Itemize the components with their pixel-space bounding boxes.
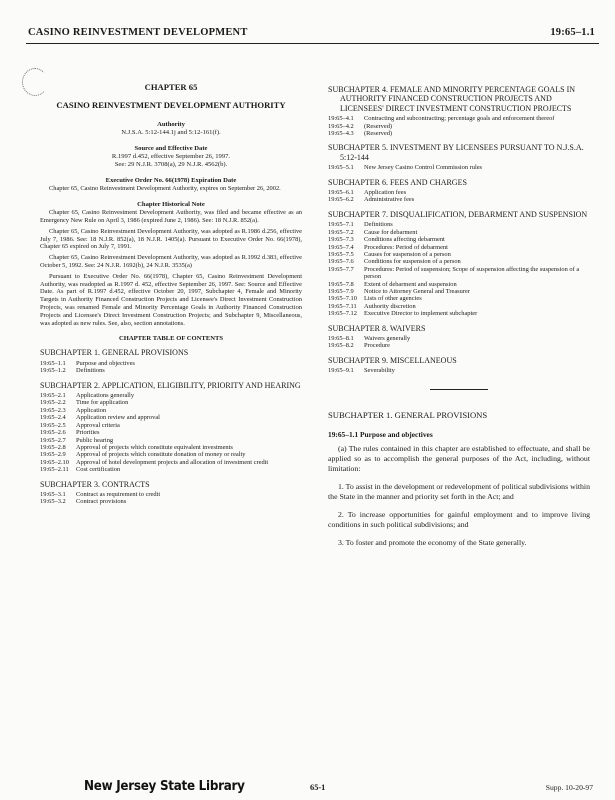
left-column <box>40 82 302 506</box>
toc-subchapter-heading: SUBCHAPTER 1. GENERAL PROVISIONS <box>40 348 189 358</box>
toc-entry <box>40 414 302 421</box>
toc-entry <box>328 288 590 295</box>
chapter-title: CASINO REINVESTMENT DEVELOPMENT AUTHORITY <box>56 100 286 110</box>
toc-section-title: Lists of other agencies <box>364 295 422 303</box>
toc-section-number: 19:65–2.5 <box>40 421 66 429</box>
toc-entry <box>328 342 590 349</box>
toc-entry <box>40 451 302 458</box>
supplement-date: Supp. 10-20-97 <box>545 783 593 792</box>
history-paragraph: Chapter 65, Casino Reinvestment Development Authority, was adopted as R.1986 d.256, effective July 7, 1986. See: 18 N.J.R. 852(a), 18 N.J.R. 1405(a). Pursuant to Executive Order No. 66(1978), Chapter 65 expired on July 7, 1991. <box>40 227 302 251</box>
toc-section-number: 19:65–2.10 <box>40 458 69 466</box>
toc-section-title: New Jersey Casino Control Commission rules <box>364 164 483 172</box>
toc-section-title: Definitions <box>364 221 393 229</box>
toc-entry <box>328 164 590 171</box>
toc-entry <box>328 123 590 130</box>
toc-section-number: 19:65–4.3 <box>328 130 354 138</box>
toc-entry <box>328 258 590 265</box>
toc-subchapter-heading: SUBCHAPTER 3. CONTRACTS <box>40 479 150 489</box>
body-paragraph: 3. To foster and promote the economy of the State generally. <box>338 537 527 547</box>
toc-section-title: Procedures: Period of suspension; Scope of suspension affecting the suspension of a person <box>364 265 580 281</box>
toc-entry <box>40 466 302 473</box>
toc-section-title: Notice to Attorney General and Treasurer <box>364 287 470 295</box>
toc-section-title: Application review and approval <box>76 414 160 422</box>
toc-section-title: Applications generally <box>76 392 135 400</box>
toc-section-title: Approval of projects which constitute donation of money or realty <box>76 451 246 459</box>
source-text-2: See: 29 N.J.R. 3708(a), 29 N.J.R. 4562(b). <box>114 160 228 168</box>
toc-section-title: Contracting and subcontracting; percentage goals and enforcement thereof <box>364 115 555 123</box>
toc-section-number: 19:65–4.1 <box>328 115 354 123</box>
toc-section-number: 19:65–2.11 <box>40 466 69 474</box>
toc-entry <box>328 130 590 137</box>
toc-entry <box>40 491 302 498</box>
toc-section-list <box>328 164 590 171</box>
history-heading: Chapter Historical Note <box>137 201 205 209</box>
toc-entry <box>40 444 302 451</box>
toc-entry <box>328 236 590 243</box>
toc-subchapter-heading: SUBCHAPTER 5. INVESTMENT BY LICENSEES PURSUANT TO N.J.S.A. 5:12-144 <box>328 143 584 162</box>
toc-entry <box>328 281 590 288</box>
toc-entry <box>328 367 590 374</box>
library-stamp: New Jersey State Library <box>84 779 245 794</box>
running-head-title: CASINO REINVESTMENT DEVELOPMENT <box>28 27 248 38</box>
toc-section-number: 19:65–2.6 <box>40 429 66 437</box>
chapter-number: CHAPTER 65 <box>144 82 198 92</box>
toc-entry <box>328 310 590 317</box>
toc-section-number: 19:65–2.3 <box>40 406 66 414</box>
toc-section-title: Executive Director to implement subchapter <box>364 310 478 318</box>
toc-entry <box>40 498 302 505</box>
toc-heading: CHAPTER TABLE OF CONTENTS <box>118 335 224 343</box>
toc-entry <box>328 189 590 196</box>
toc-entry <box>328 229 590 236</box>
toc-entry <box>40 407 302 414</box>
toc-subchapter-heading: SUBCHAPTER 6. FEES AND CHARGES <box>328 177 467 187</box>
toc-section-number: 19:65–7.2 <box>328 228 354 236</box>
toc-section-number: 19:65–2.8 <box>40 443 66 451</box>
header-rule <box>26 43 599 44</box>
toc-section-title: Contract provisions <box>76 498 127 506</box>
toc-section-list <box>40 392 302 473</box>
toc-section-title: Definitions <box>76 367 105 375</box>
toc-section-number: 19:65–2.1 <box>40 392 66 400</box>
toc-entry <box>40 360 302 367</box>
toc-section-list <box>328 367 590 374</box>
toc-section-title: Application <box>76 406 107 414</box>
toc-section-title: Cost certification <box>76 466 121 474</box>
toc-section-number: 19:65–7.8 <box>328 280 354 288</box>
toc-section-title: Conditions for suspension of a person <box>364 258 461 266</box>
running-head-section: 19:65–1.1 <box>550 27 595 38</box>
exec-order-heading: Executive Order No. 66(1978) Expiration Date <box>105 176 237 184</box>
toc-section-title: Conditions affecting debarment <box>364 236 445 244</box>
toc-section-title: Public hearing <box>76 436 114 444</box>
toc-section-number: 19:65–7.1 <box>328 221 354 229</box>
toc-entry <box>40 429 302 436</box>
exec-order-text: Chapter 65, Casino Reinvestment Development Authority, expires on September 26, 2002. <box>49 184 281 192</box>
toc-section-list <box>40 360 302 375</box>
toc-section-title: Extent of debarment and suspension <box>364 280 457 288</box>
toc-section-number: 19:65–7.4 <box>328 243 354 251</box>
toc-section-title: Authority discretion <box>364 302 416 310</box>
body-paragraph: 1. To assist in the development or redevelopment of political subdivisions within the State in the manner and priority set forth in the Act; and <box>328 481 590 501</box>
history-paragraph: Chapter 65, Casino Reinvestment Development Authority, was adopted as R.1992 d.383, effective October 5, 1992. See: 24 N.J.R. 1692(b), 24 N.J.R. 3535(a) <box>40 254 302 270</box>
toc-section-number: 19:65–6.1 <box>328 189 354 197</box>
toc-section-number: 19:65–7.6 <box>328 258 354 266</box>
toc-section-number: 19:65–7.7 <box>328 265 354 273</box>
toc-section-title: Waivers generally <box>364 334 411 342</box>
toc-section-number: 19:65–9.1 <box>328 367 354 375</box>
toc-section-number: 19:65–2.7 <box>40 436 66 444</box>
toc-section-title: (Reserved) <box>364 122 393 130</box>
toc-entry <box>328 266 590 281</box>
toc-section-list <box>328 335 590 350</box>
authority-heading: Authority <box>157 120 185 128</box>
toc-section-list <box>328 221 590 317</box>
toc-section-title: (Reserved) <box>364 130 393 138</box>
toc-section-number: 19:65–2.2 <box>40 399 66 407</box>
body-paragraph: 2. To increase opportunities for gainful employment and to improve living conditions in such political subdivisions; and <box>328 509 590 529</box>
body-section-heading: 19:65–1.1 Purpose and objectives <box>328 429 433 439</box>
toc-right <box>328 85 590 375</box>
toc-section-number: 19:65–7.9 <box>328 287 354 295</box>
source-text-1: R.1997 d.452, effective September 26, 1997. <box>111 152 231 160</box>
toc-section-title: Severability <box>364 367 395 375</box>
toc-section-title: Purpose and objectives <box>76 359 135 367</box>
toc-entry <box>328 115 590 122</box>
toc-entry <box>328 196 590 203</box>
toc-entry <box>328 251 590 258</box>
toc-section-number: 19:65–7.12 <box>328 310 357 318</box>
history-paragraph: Pursuant to Executive Order No. 66(1978), Chapter 65, Casino Reinvestment Development Authority, was readopted as R.1997 d. 452, effective September 26, 1997. See: Source and Effective Date. As part of R.1997 d.452, effective October 20, 1997, Subchapter 4, Female and Minority Targets in Authority Financed Construction Projects and Licensee's Direct Investment Construction Projects, was renamed Female and Minority Percentage Goals in Authority Financed Construction Projects and Licensee's Direct Investment Construction Projects; and Subchapter 9, Miscellaneous, was adopted as new rules. See, also, section annotations. <box>40 272 302 327</box>
body-text <box>328 444 590 548</box>
toc-section-number: 19:65–7.11 <box>328 302 357 310</box>
toc-section-list <box>328 189 590 204</box>
toc-entry <box>328 295 590 302</box>
toc-section-number: 19:65–8.1 <box>328 334 354 342</box>
history-notes <box>40 209 302 327</box>
toc-section-list <box>328 115 590 137</box>
toc-section-number: 19:65–6.2 <box>328 196 354 204</box>
toc-left <box>40 348 302 505</box>
toc-subchapter-heading: SUBCHAPTER 8. WAIVERS <box>328 323 426 333</box>
toc-entry <box>40 399 302 406</box>
section-divider <box>430 389 488 390</box>
toc-entry <box>328 221 590 228</box>
toc-section-title: Procedures: Period of debarment <box>364 243 448 251</box>
running-head <box>28 27 595 43</box>
toc-section-number: 19:65–4.2 <box>328 122 354 130</box>
toc-section-number: 19:65–2.4 <box>40 414 66 422</box>
toc-section-number: 19:65–7.5 <box>328 250 354 258</box>
toc-section-number: 19:65–3.1 <box>40 490 66 498</box>
toc-entry <box>40 367 302 374</box>
toc-entry <box>328 335 590 342</box>
page-number: 65-1 <box>310 783 326 792</box>
authority-text: N.J.S.A. 5:12-144.1j and 5:12-161(f). <box>121 128 221 136</box>
toc-section-number: 19:65–7.3 <box>328 236 354 244</box>
toc-section-number: 19:65–1.1 <box>40 359 66 367</box>
toc-section-title: Time for application <box>76 399 129 407</box>
toc-section-title: Approval of projects which constitute equivalent investments <box>76 443 233 451</box>
toc-section-title: Contract as requirement to credit <box>76 490 161 498</box>
body-subchapter-heading: SUBCHAPTER 1. GENERAL PROVISIONS <box>328 409 488 420</box>
toc-section-number: 19:65–5.1 <box>328 164 354 172</box>
toc-section-number: 19:65–8.2 <box>328 342 354 350</box>
toc-section-title: Application fees <box>364 189 407 197</box>
toc-section-number: 19:65–1.2 <box>40 367 66 375</box>
toc-section-title: Cause for debarment <box>364 228 418 236</box>
toc-section-title: Administrative fees <box>364 196 415 204</box>
toc-section-title: Priorities <box>76 429 100 437</box>
toc-section-title: Causes for suspension of a person <box>364 250 451 258</box>
toc-entry <box>328 303 590 310</box>
toc-section-number: 19:65–7.10 <box>328 295 357 303</box>
toc-entry <box>40 422 302 429</box>
toc-section-number: 19:65–3.2 <box>40 498 66 506</box>
toc-entry <box>40 437 302 444</box>
toc-entry <box>40 459 302 466</box>
toc-subchapter-heading: SUBCHAPTER 9. MISCELLANEOUS <box>328 355 457 365</box>
source-heading: Source and Effective Date <box>134 144 208 152</box>
toc-entry <box>40 392 302 399</box>
history-paragraph: Chapter 65, Casino Reinvestment Development Authority, was filed and became effective as an Emergency New Rule on April 3, 1986 (expired June 2, 1986). See: 18 N.J.R. 852(a). <box>40 209 302 225</box>
toc-section-title: Approval of hotel development projects and allocation of investment credit <box>76 458 269 466</box>
toc-section-number: 19:65–2.9 <box>40 451 66 459</box>
toc-subchapter-heading: SUBCHAPTER 2. APPLICATION, ELIGIBILITY, PRIORITY AND HEARING <box>40 380 301 390</box>
toc-section-title: Approval criteria <box>76 421 120 429</box>
toc-subchapter-heading: SUBCHAPTER 4. FEMALE AND MINORITY PERCENTAGE GOALS IN AUTHORITY FINANCED CONSTRUCTION PROJECTS AND LICENSEES' DIRECT INVESTMENT CONSTRUCTION PROJECTS <box>328 85 576 113</box>
toc-section-title: Procedure <box>364 342 390 350</box>
right-column <box>328 79 590 556</box>
toc-entry <box>328 244 590 251</box>
toc-subchapter-heading: SUBCHAPTER 7. DISQUALIFICATION, DEBARMENT AND SUSPENSION <box>328 209 588 219</box>
body-paragraph: (a) The rules contained in this chapter are established to effectuate, and shall be applied so as to accomplish the general purposes of the Act, including, without limitation: <box>328 443 590 473</box>
toc-section-list <box>40 491 302 506</box>
